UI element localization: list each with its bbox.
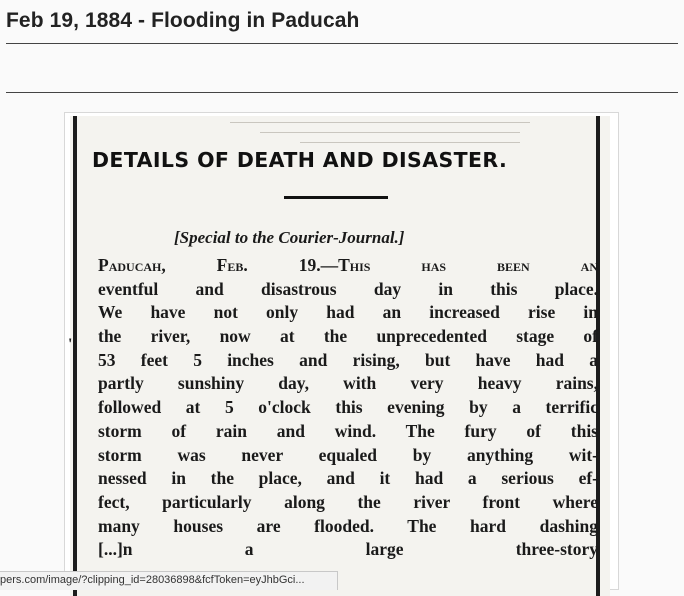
article-line: 53 feet 5 inches and rising, but have had a xyxy=(98,349,598,370)
bleed-through-line xyxy=(300,142,520,143)
article-line: nessed in the place, and it had a serious ef- xyxy=(98,468,598,489)
article-line: storm was never equaled by anything wit- xyxy=(98,444,598,465)
article-line: [...]n a large three-story xyxy=(98,539,598,560)
article-line: partly sunshiny day, with very heavy rains, xyxy=(98,373,598,394)
title-divider xyxy=(6,43,678,44)
clipping-scan xyxy=(70,116,610,596)
article-line: the river, now at the unprecedented stage of xyxy=(98,326,598,347)
bleed-through-line xyxy=(230,122,530,123)
clipping-dateline: [Special to the Courier-Journal.] xyxy=(174,228,405,247)
section-divider xyxy=(6,92,678,93)
clipping-headline: DETAILS OF DEATH AND DISASTER. xyxy=(92,148,508,172)
article-line: Paducah, Feb. 19.—This has been an xyxy=(98,255,598,275)
article-line: fect, particularly along the river front where xyxy=(98,491,598,512)
article-line: followed at 5 o'clock this evening by a terrific xyxy=(98,397,598,418)
column-rule-left xyxy=(73,116,77,596)
article-body xyxy=(98,254,598,562)
article-line: eventful and disastrous day in this place. xyxy=(98,278,598,299)
link-preview-status-bar xyxy=(0,571,338,590)
status-url: pers.com/image/?clipping_id=28036898&fcfToken=eyJhbGci... xyxy=(0,574,305,586)
newspaper-clipping-image[interactable] xyxy=(64,112,619,590)
margin-mark: ' xyxy=(68,336,73,353)
headline-divider xyxy=(284,196,388,199)
page-title: Feb 19, 1884 - Flooding in Paducah xyxy=(6,9,360,32)
article-line: We have not only had an increased rise in xyxy=(98,302,598,323)
article-line: many houses are flooded. The hard dashing xyxy=(98,515,598,536)
article-line: storm of rain and wind. The fury of this xyxy=(98,420,598,441)
bleed-through-line xyxy=(260,132,520,133)
